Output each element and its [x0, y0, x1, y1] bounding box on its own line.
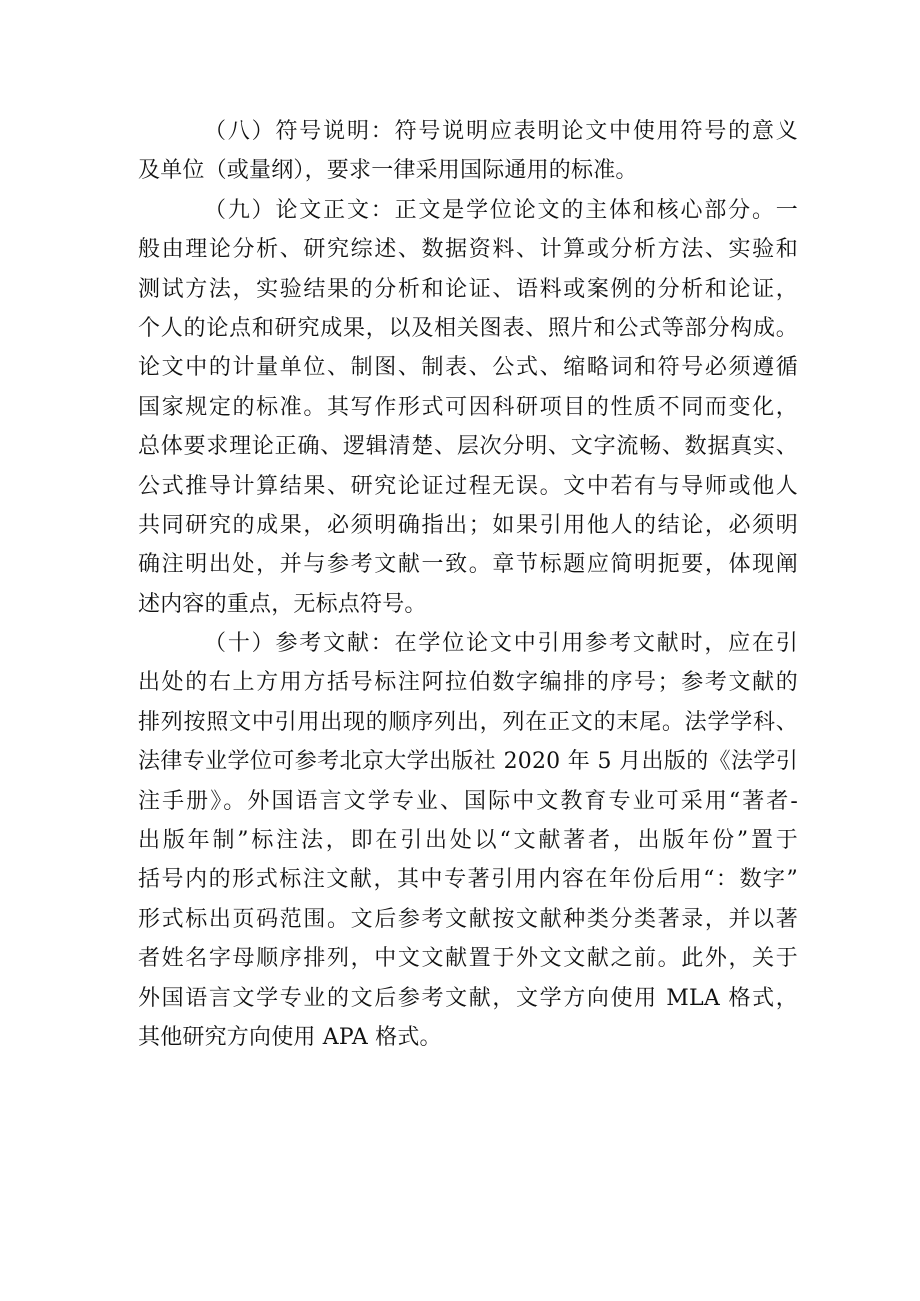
text-line: 法律专业学位可参考北京大学出版社 2020 年 5 月出版的《法学引: [138, 749, 798, 775]
text-line: 其他研究方向使用 APA 格式。: [138, 1024, 442, 1050]
text-line: 公式推导计算结果、研究论证过程无误。文中若有与导师或他人: [138, 473, 798, 499]
text-line: 形式标出页码范围。文后参考文献按文献种类分类著录，并以著: [138, 906, 798, 932]
text-line: 总体要求理论正确、逻辑清楚、层次分明、文字流畅、数据真实、: [138, 434, 798, 460]
text-line: 排列按照文中引用出现的顺序列出，列在正文的末尾。法学学科、: [138, 709, 798, 735]
text-line: 出版年制”标注法，即在引出处以“文献著者，出版年份”置于: [138, 828, 798, 854]
text-line: 个人的论点和研究成果，以及相关图表、照片和公式等部分构成。: [138, 315, 798, 341]
text-line: 确注明出处，并与参考文献一致。章节标题应简明扼要，体现阐: [138, 552, 798, 578]
text-line: 出处的右上方用方括号标注阿拉伯数字编排的序号；参考文献的: [138, 670, 798, 696]
text-line: （十）参考文献：在学位论文中引用参考文献时，应在引: [204, 631, 798, 657]
text-line: 论文中的计量单位、制图、制表、公式、缩略词和符号必须遵循: [138, 355, 798, 381]
paragraph-para-8: [138, 112, 798, 191]
text-line: 外国语言文学专业的文后参考文献，文学方向使用 MLA 格式，: [138, 985, 798, 1011]
text-line: 注手册》。外国语言文学专业、国际中文教育专业可采用“著者-: [138, 788, 798, 814]
text-line: 括号内的形式标注文献，其中专著引用内容在年份后用“：数字”: [138, 867, 798, 893]
text-line: 国家规定的标准。其写作形式可因科研项目的性质不同而变化，: [138, 394, 798, 420]
text-line: 及单位（或量纲），要求一律采用国际通用的标准。: [138, 158, 638, 184]
text-line: 测试方法，实验结果的分析和论证、语料或案例的分析和论证，: [138, 276, 798, 302]
text-line: 述内容的重点，无标点符号。: [138, 591, 427, 617]
text-line: 共同研究的成果，必须明确指出；如果引用他人的结论，必须明: [138, 512, 798, 538]
text-line: （九）论文正文：正文是学位论文的主体和核心部分。一: [204, 197, 798, 223]
document-body: [138, 112, 798, 1057]
text-line: 般由理论分析、研究综述、数据资料、计算或分析方法、实验和: [138, 237, 798, 263]
text-line: （八）符号说明：符号说明应表明论文中使用符号的意义: [204, 119, 798, 144]
paragraph-para-10: [138, 624, 798, 1057]
paragraph-para-9: [138, 191, 798, 624]
text-line: 者姓名字母顺序排列，中文文献置于外文文献之前。此外，关于: [138, 946, 798, 972]
